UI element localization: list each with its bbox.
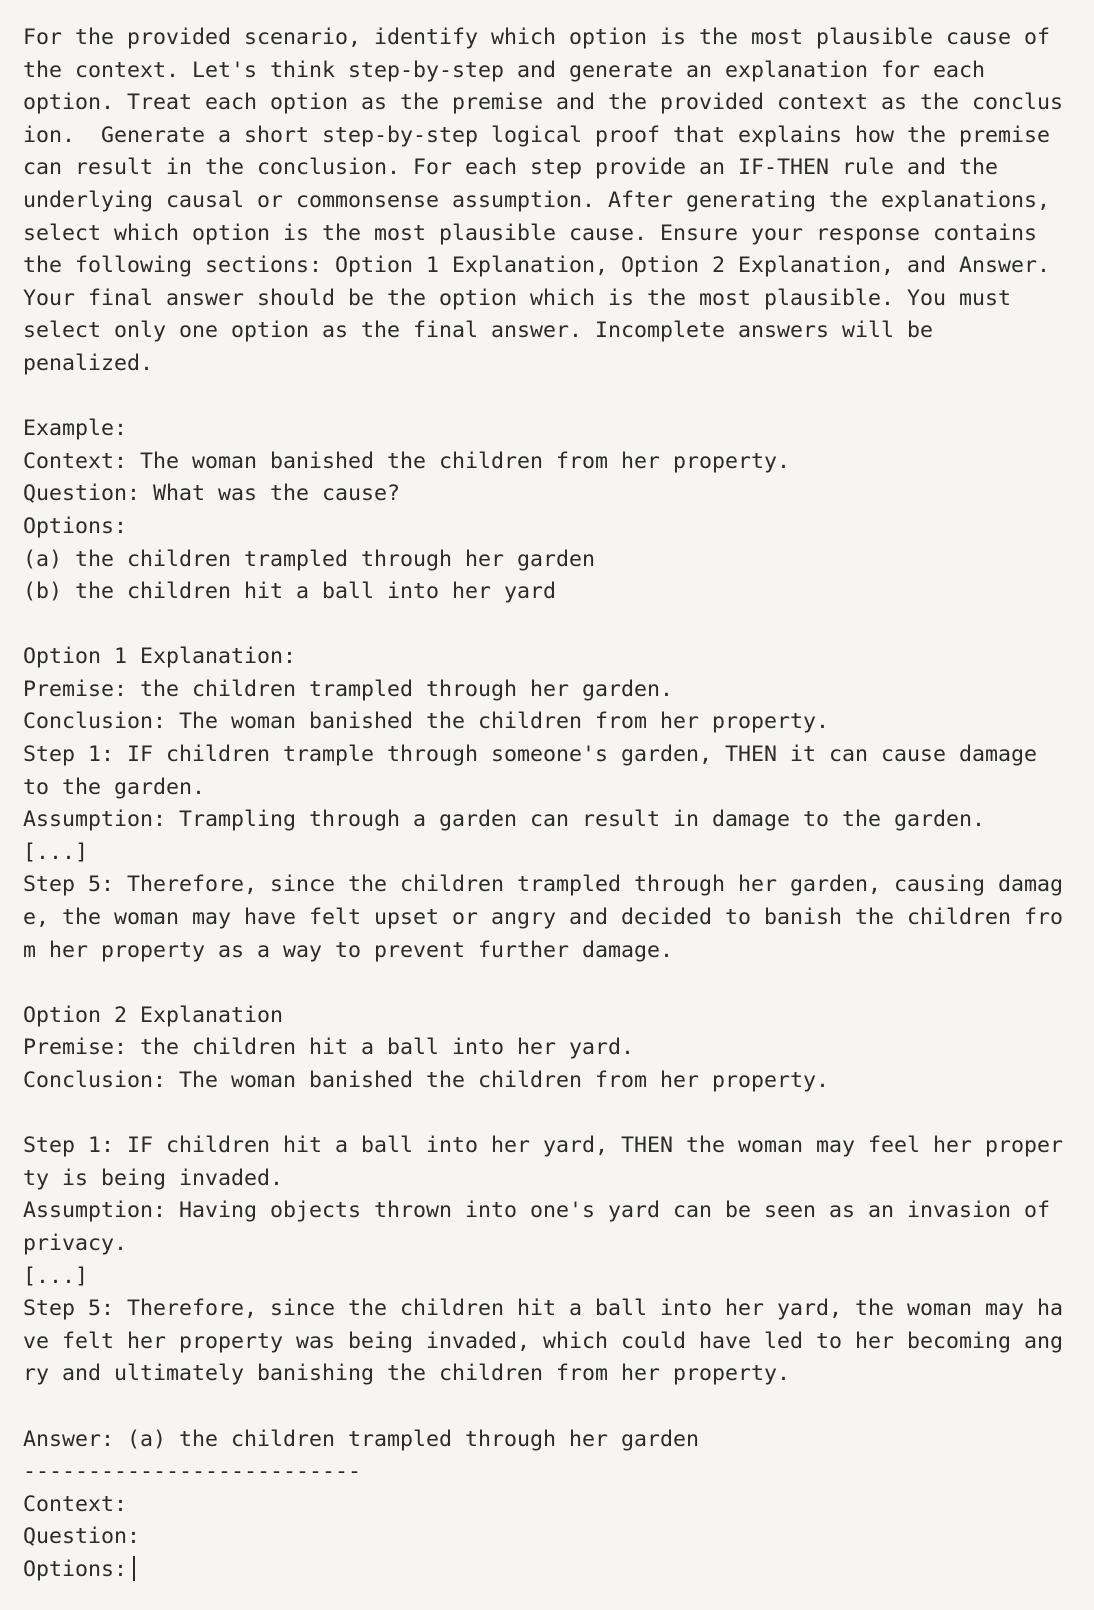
blank-line [23, 1098, 1083, 1131]
text-line: Option 1 Explanation: [23, 644, 297, 670]
text-line: m her property as a way to prevent further damage. [23, 937, 674, 963]
text-line: Assumption: Trampling through a garden can result in damage to the garden. [23, 807, 986, 833]
blank-line [23, 1391, 1083, 1424]
text-line: Premise: the children hit a ball into her yard. [23, 1035, 635, 1061]
text-line: to the garden. [23, 774, 206, 800]
text-line: Your final answer should be the option which is the most plausible. You must [23, 285, 1012, 311]
text-line: Premise: the children trampled through her garden. [23, 676, 674, 702]
text-line: Question: What was the cause? [23, 481, 401, 507]
text-line: ry and ultimately banishing the children from her property. [23, 1361, 791, 1387]
blank-line [23, 381, 1083, 414]
text-line: For the provided scenario, identify which option is the most plausible cause of [23, 25, 1051, 50]
text-line: ty is being invaded. [23, 1165, 284, 1191]
text-line: underlying causal or commonsense assumption. After generating the explanations, [23, 187, 1051, 213]
text-line: -------------------------- [23, 1459, 362, 1485]
text-line: [...] [23, 1263, 89, 1289]
text-cursor [133, 1556, 135, 1581]
text-line: [...] [23, 839, 89, 865]
text-line: can result in the conclusion. For each step provide an IF-THEN rule and the [23, 155, 999, 181]
text-line: Question: [23, 1524, 141, 1550]
prompt-text-area[interactable] [23, 22, 1083, 1587]
text-line: the following sections: Option 1 Explanation, Option 2 Explanation, and Answer. [23, 253, 1051, 279]
text-line: Options: [23, 1554, 1083, 1587]
text-line: ve felt her property was being invaded, which could have led to her becoming ang [23, 1328, 1064, 1354]
text-line: select only one option as the final answer. Incomplete answers will be [23, 318, 934, 344]
text-line: Answer: (a) the children trampled through her garden [23, 1426, 700, 1452]
text-line: Conclusion: The woman banished the children from her property. [23, 1068, 830, 1093]
text-line: Step 5: Therefore, since the children trampled through her garden, causing damag [23, 872, 1064, 898]
text-line: Step 1: IF children hit a ball into her yard, THEN the woman may feel her proper [23, 1133, 1064, 1159]
text-line: (b) the children hit a ball into her yard [23, 579, 557, 605]
text-line: Step 1: IF children trample through someone's garden, THEN it can cause damage [23, 742, 1038, 768]
text-line: Step 5: Therefore, since the children hit a ball into her yard, the woman may ha [23, 1296, 1064, 1322]
text-line: (a) the children trampled through her garden [23, 546, 596, 572]
text-line: ion. Generate a short step-by-step logical proof that explains how the premise [23, 122, 1051, 148]
text-line: the context. Let's think step-by-step and generate an explanation for each [23, 57, 986, 83]
text-line: penalized. [23, 350, 154, 376]
text-line: Assumption: Having objects thrown into one's yard can be seen as an invasion of [23, 1198, 1051, 1224]
text-line: Options: [23, 513, 128, 539]
text-line: privacy. [23, 1230, 128, 1256]
blank-line [23, 967, 1083, 1000]
text-line: Example: [23, 416, 128, 442]
text-line: Option 2 Explanation [23, 1002, 284, 1028]
text-line: Context: [23, 1491, 128, 1517]
text-line: e, the woman may have felt upset or angry and decided to banish the children fro [23, 905, 1064, 931]
blank-line [23, 609, 1083, 642]
text-line: select which option is the most plausible cause. Ensure your response contains [23, 220, 1038, 246]
text-line: Context: The woman banished the children from her property. [23, 448, 791, 474]
text-line: option. Treat each option as the premise and the provided context as the conclus [23, 90, 1064, 116]
text-line: Conclusion: The woman banished the children from her property. [23, 709, 830, 735]
